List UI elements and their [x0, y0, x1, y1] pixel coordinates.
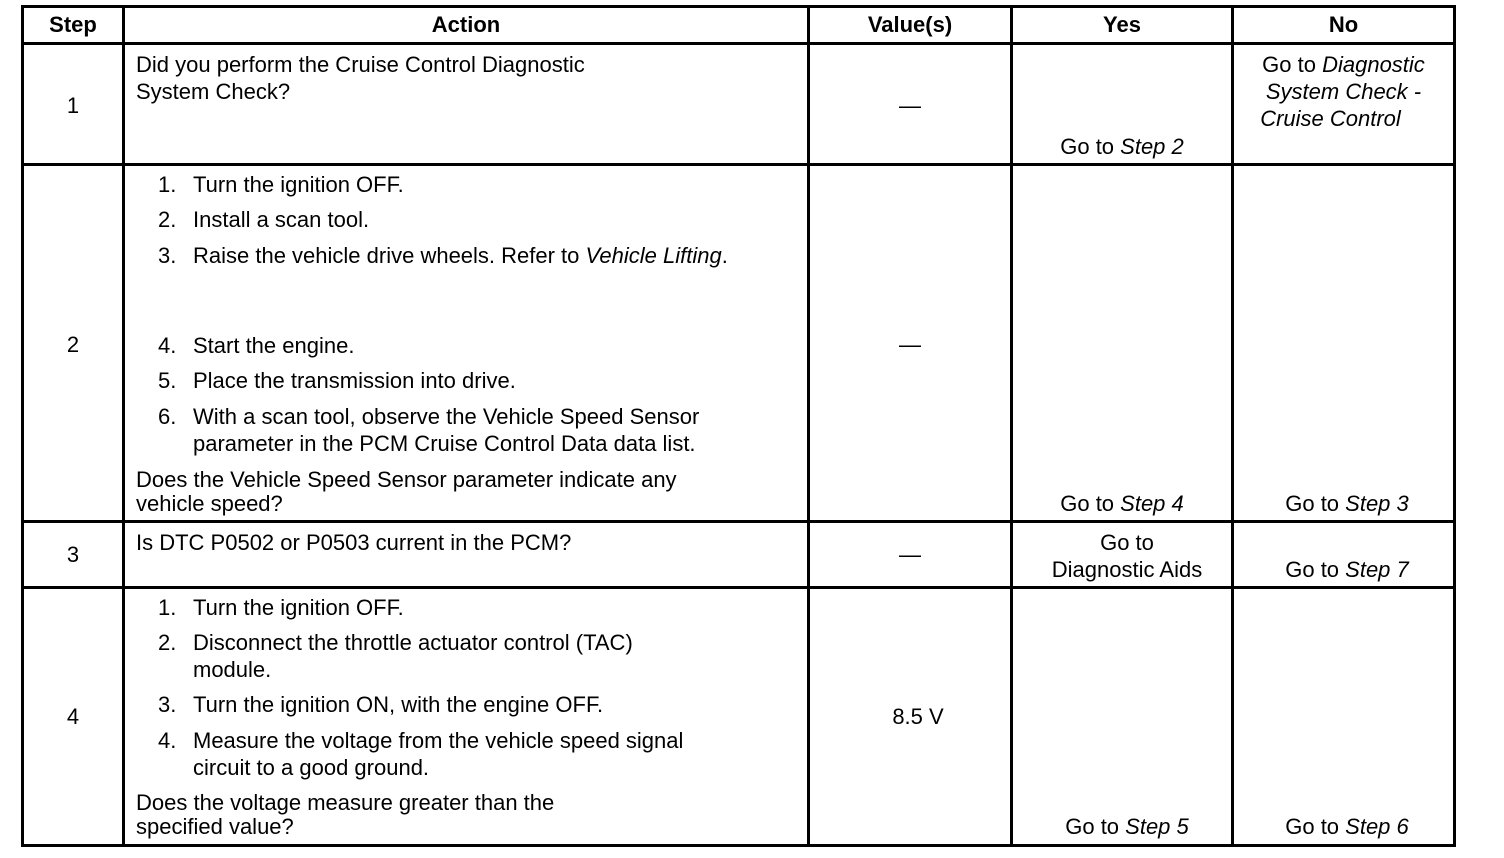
- list-item: Raise the vehicle drive wheels. Refer to Vehicle Lifting.: [193, 243, 728, 268]
- action-question: Is DTC P0502 or P0503 current in the PCM?: [136, 530, 572, 555]
- yes-cell: Go to: [1100, 530, 1154, 555]
- step-reference: Step 6: [1345, 814, 1409, 839]
- header-no: No: [1328, 12, 1359, 37]
- list-item: Turn the ignition OFF.: [193, 595, 404, 620]
- list-item: With a scan tool, observe the Vehicle Speed Sensor: [193, 404, 700, 429]
- no-cell: [1234, 105, 1427, 132]
- action-question: System Check?: [136, 79, 291, 104]
- list-number: 3.: [158, 243, 177, 268]
- yes-cell: Go to Step 2: [1060, 134, 1184, 159]
- list-item: parameter in the PCM Cruise Control Data data list.: [193, 431, 696, 456]
- header-values: Value(s): [867, 12, 953, 37]
- list-item: module.: [193, 657, 272, 682]
- procedure-reference: Diagnostic: [1322, 52, 1425, 77]
- procedure-reference: System Check -: [1265, 79, 1422, 104]
- step-reference: Step 5: [1125, 814, 1189, 839]
- action-question: vehicle speed?: [136, 491, 283, 516]
- procedure-reference: Vehicle Lifting: [585, 243, 722, 268]
- no-cell: Go to Diagnostic: [1262, 52, 1425, 77]
- list-item: Install a scan tool.: [193, 207, 370, 232]
- value-cell: —: [899, 93, 921, 118]
- procedure-reference: Cruise Control: [1260, 106, 1401, 131]
- step-number: 2: [66, 332, 80, 357]
- yes-cell: Go to Step 4: [1060, 491, 1184, 516]
- action-question: specified value?: [136, 814, 294, 839]
- list-item: Turn the ignition OFF.: [193, 172, 404, 197]
- list-number: 3.: [158, 692, 177, 717]
- value-cell: —: [899, 542, 921, 567]
- header-yes: Yes: [1103, 12, 1141, 37]
- list-item: Start the engine.: [193, 333, 355, 358]
- list-item: Measure the voltage from the vehicle speed signal: [193, 728, 684, 753]
- no-cell: Go to Step 7: [1285, 557, 1409, 582]
- step-reference: Step 4: [1120, 491, 1184, 516]
- header-step: Step: [49, 12, 97, 37]
- yes-cell: Go to Step 5: [1065, 814, 1189, 839]
- action-question: Did you perform the Cruise Control Diagnostic: [136, 52, 585, 77]
- yes-cell: Diagnostic Aids: [1051, 557, 1203, 582]
- list-item: Disconnect the throttle actuator control (TAC): [193, 630, 633, 655]
- list-number: 1.: [158, 595, 177, 620]
- action-question: Does the Vehicle Speed Sensor parameter indicate any: [136, 467, 677, 492]
- list-number: 4.: [158, 728, 177, 753]
- step-reference: Step 7: [1345, 557, 1409, 582]
- no-cell: [1234, 78, 1453, 105]
- list-number: 2.: [158, 630, 177, 655]
- step-reference: Step 3: [1345, 491, 1409, 516]
- value-cell: —: [899, 332, 921, 357]
- no-cell: Go to Step 6: [1285, 814, 1409, 839]
- list-item: circuit to a good ground.: [193, 755, 430, 780]
- action-question: Does the voltage measure greater than the: [136, 790, 555, 815]
- step-number: 3: [66, 542, 80, 567]
- list-item: Place the transmission into drive.: [193, 368, 516, 393]
- list-number: 4.: [158, 333, 177, 358]
- list-item: Turn the ignition ON, with the engine OFF.: [193, 692, 604, 717]
- list-number: 1.: [158, 172, 177, 197]
- step-number: 4: [66, 704, 80, 729]
- header-action: Action: [431, 12, 501, 37]
- value-cell: 8.5 V: [892, 704, 944, 729]
- list-number: 2.: [158, 207, 177, 232]
- list-number: 5.: [158, 368, 177, 393]
- step-reference: Step 2: [1120, 134, 1184, 159]
- list-number: 6.: [158, 404, 177, 429]
- step-number: 1: [66, 93, 80, 118]
- no-cell: Go to Step 3: [1285, 491, 1409, 516]
